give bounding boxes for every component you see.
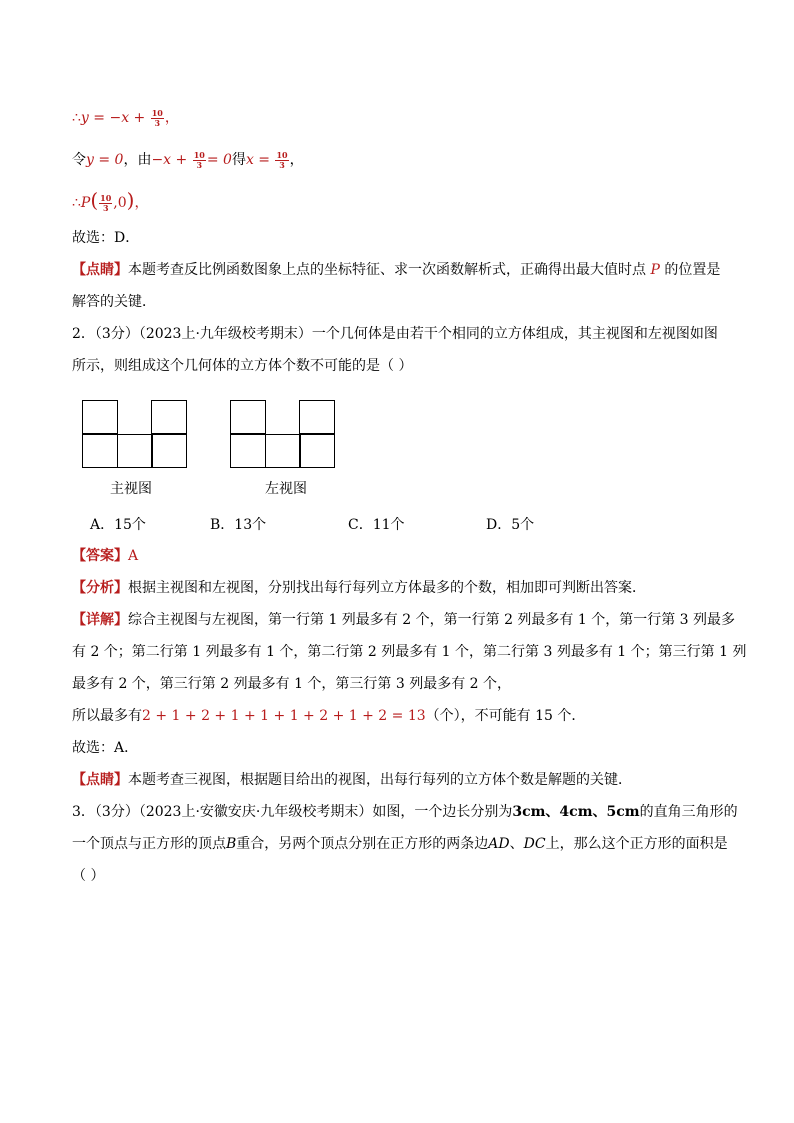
solution-choice: 故选：D． xyxy=(72,230,140,246)
front-view-cell xyxy=(151,434,187,468)
left-view-cell xyxy=(230,434,266,468)
option-c: C．11个 xyxy=(348,517,405,533)
q2-choice: 故选：A． xyxy=(72,740,139,756)
fraction-10-3: $\frac{10}{3}$ xyxy=(276,149,288,170)
fraction-10-3: $\frac{10}{3}$ xyxy=(193,149,205,170)
answer-line: 【答案】A xyxy=(72,548,139,564)
option-b: B．13个 xyxy=(210,517,267,533)
left-view-caption: 左视图 xyxy=(265,481,307,497)
front-view-caption: 主视图 xyxy=(110,481,152,497)
fraction-10-3: $\frac{10}{3}$ xyxy=(151,107,163,128)
fraction-10-3: $\frac{10}{3}$ xyxy=(100,192,112,213)
front-view-cell xyxy=(82,400,118,434)
front-view-cell xyxy=(82,434,118,468)
analysis-line: 【分析】根据主视图和左视图，分别找出每行每列立方体最多的个数，相加即可判断出答案． xyxy=(72,580,646,596)
option-d: D．5个 xyxy=(486,517,535,533)
left-view-cell xyxy=(299,434,335,468)
comment-block-1-cont: 解答的关键． xyxy=(72,294,156,310)
q3-stem-line-3: （ ） xyxy=(72,868,105,884)
front-view-figure xyxy=(82,400,187,470)
solution-line-2: 令y = 0，由−x + $\frac{10}{3}$ = 0得x = $\frac{10}{3}$ ， xyxy=(72,149,304,170)
sum-line: 所以最多有2 + 1 + 2 + 1 + 1 + 1 + 2 + 1 + 2 = 13（个），不可能有 15 个． xyxy=(72,708,586,724)
left-view-cell xyxy=(265,434,301,468)
q2-comment: 【点睛】本题考查三视图，根据题目给出的视图，出每行每列的立方体个数是解题的关键． xyxy=(72,772,632,788)
front-view-cell xyxy=(151,400,187,434)
detail-line-1: 【详解】综合主视图与左视图，第一行第 1 列最多有 2 个，第一行第 2 列最多有 1 个，第一行第 3 列最多 xyxy=(72,612,736,628)
solution-line-1: ∴y = −x + $\frac{10}{3}$ ， xyxy=(72,107,179,128)
comment-block-1: 【点睛】本题考查反比例函数图象上点的坐标特征、求一次函数解析式，正确得出最大值时点 P 的位置是 xyxy=(72,262,721,278)
q2-stem-line-1: 2．（3分）（2023上·九年级校考期末）一个几何体是由若干个相同的立方体组成，其主视图和左视图如图 xyxy=(72,326,718,342)
q3-stem-line-1: 3．（3分）（2023上·安徽安庆·九年级校考期末）如图，一个边长分别为3cm、4cm、5cm的直角三角形的 xyxy=(72,804,738,820)
solution-line-3: ∴P( $\frac{10}{3}$ ,0)， xyxy=(72,188,149,213)
detail-line-3: 最多有 2 个，第三行第 2 列最多有 1 个，第三行第 3 列最多有 2 个， xyxy=(72,676,512,692)
left-view-figure xyxy=(230,400,335,470)
left-view-cell xyxy=(230,400,266,434)
front-view-cell xyxy=(117,434,153,468)
left-view-cell xyxy=(299,400,335,434)
detail-line-2: 有 2 个；第二行第 1 列最多有 1 个，第二行第 2 列最多有 1 个，第二行第 3 列最多有 1 个；第三行第 1 列 xyxy=(72,644,747,660)
q3-stem-line-2: 一个顶点与正方形的顶点B重合，另两个顶点分别在正方形的两条边AD、DC上，那么这个正方形的面积是 xyxy=(72,836,728,852)
q2-stem-line-2: 所示，则组成这个几何体的立方体个数不可能的是（ ） xyxy=(72,358,413,374)
option-a: A．15个 xyxy=(90,517,146,533)
